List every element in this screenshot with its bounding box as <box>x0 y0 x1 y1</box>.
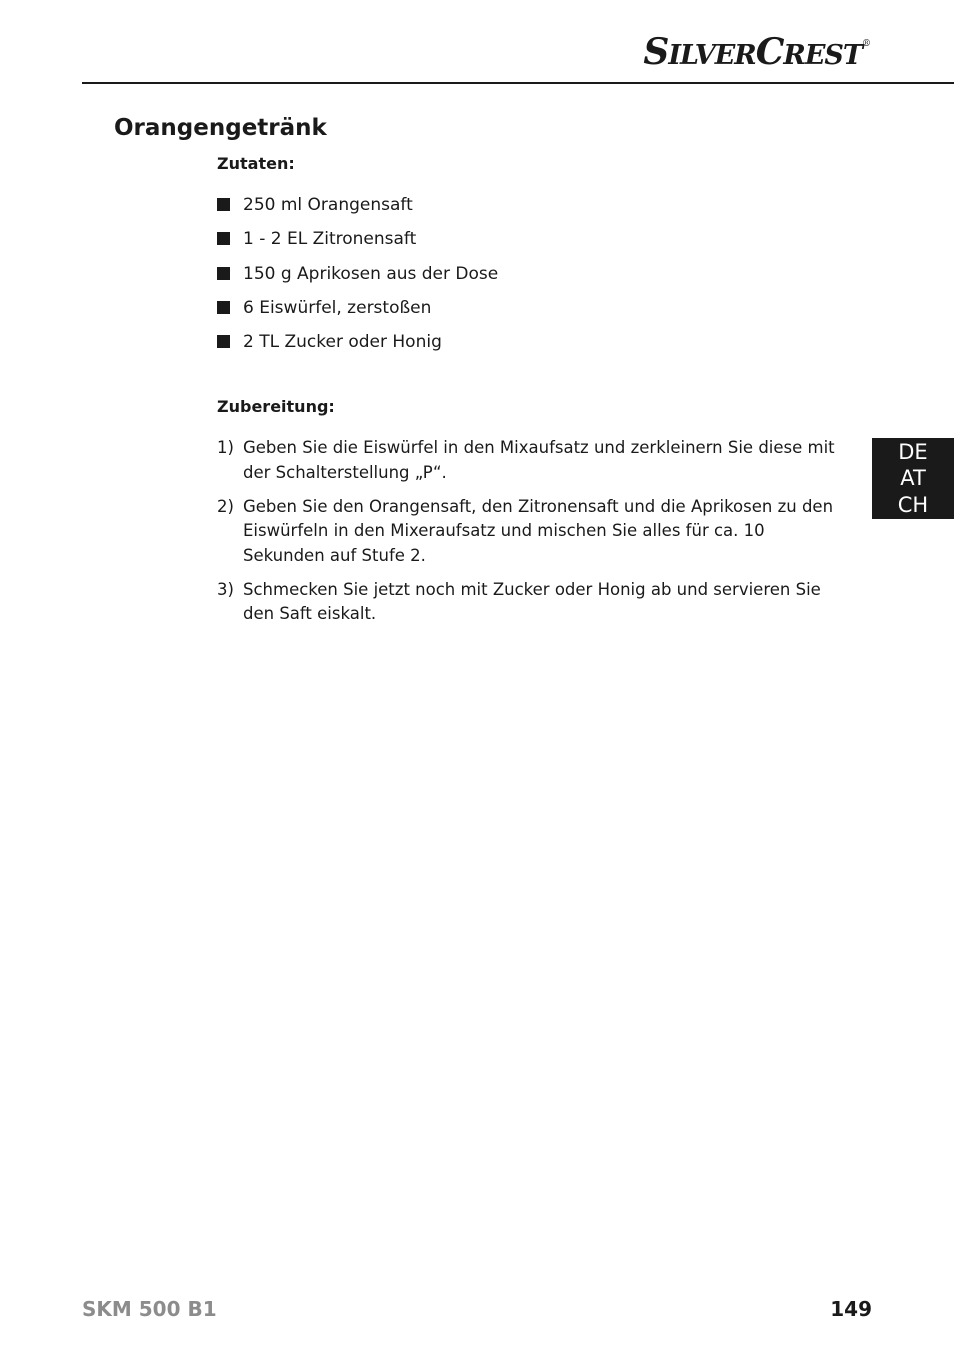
ingredient-item <box>217 330 837 364</box>
square-bullet-icon <box>217 335 230 348</box>
preparation-heading: Zubereitung: <box>217 397 335 417</box>
ingredient-text: 250 ml Orangensaft <box>243 195 413 215</box>
ingredient-item <box>217 227 837 261</box>
step-number: 2) <box>217 496 234 516</box>
brand-logo-s: S <box>643 31 669 73</box>
ingredient-text: 1 - 2 EL Zitronensaft <box>243 229 417 250</box>
recipe-content <box>217 152 837 636</box>
step-item <box>217 495 837 569</box>
step-item <box>217 436 837 485</box>
registered-mark: ® <box>862 39 871 49</box>
ingredients-heading: Zutaten: <box>217 154 295 173</box>
language-ch: CH <box>897 492 929 517</box>
language-at: AT <box>900 466 926 491</box>
ingredients-list <box>217 193 837 364</box>
ingredient-item <box>217 193 837 227</box>
header-rule <box>82 82 954 84</box>
square-bullet-icon <box>217 267 230 280</box>
step-text: Schmecken Sie jetzt noch mit Zucker oder Honig ab und servieren Sie den Saft eiskalt. <box>243 579 821 624</box>
model-number: SKM 500 B1 <box>82 1297 217 1321</box>
step-number: 1) <box>217 438 234 458</box>
preparation-steps <box>217 436 837 627</box>
brand-logo-rest: REST <box>783 40 862 71</box>
ingredient-text: 2 TL Zucker oder Honig <box>243 332 442 353</box>
step-item <box>217 578 837 627</box>
page-title: Orangengetränk <box>114 115 327 141</box>
language-de: DE <box>898 439 928 464</box>
square-bullet-icon <box>217 301 230 314</box>
ingredient-text: 150 g Aprikosen aus der Dose <box>243 263 499 284</box>
square-bullet-icon <box>217 232 230 245</box>
step-text: Geben Sie den Orangensaft, den Zitronensaft und die Aprikosen zu den Eiswürfeln in den Mixeraufsatz und mischen Sie alles für ca. 10 Sekunden auf Stufe 2. <box>243 496 834 565</box>
ingredient-item <box>217 262 837 296</box>
language-tab <box>872 438 954 519</box>
ingredient-text: 6 Eiswürfel, zerstoßen <box>243 297 432 318</box>
page-number: 149 <box>830 1297 872 1321</box>
ingredient-item <box>217 296 837 330</box>
brand-logo <box>643 31 871 73</box>
brand-logo-c: C <box>755 31 784 73</box>
brand-logo-ilver: ILVER <box>668 40 756 71</box>
step-text: Geben Sie die Eiswürfel in den Mixaufsatz und zerkleinern Sie diese mit der Schalterstellung „P“. <box>243 438 835 482</box>
square-bullet-icon <box>217 198 230 211</box>
step-number: 3) <box>217 579 234 599</box>
